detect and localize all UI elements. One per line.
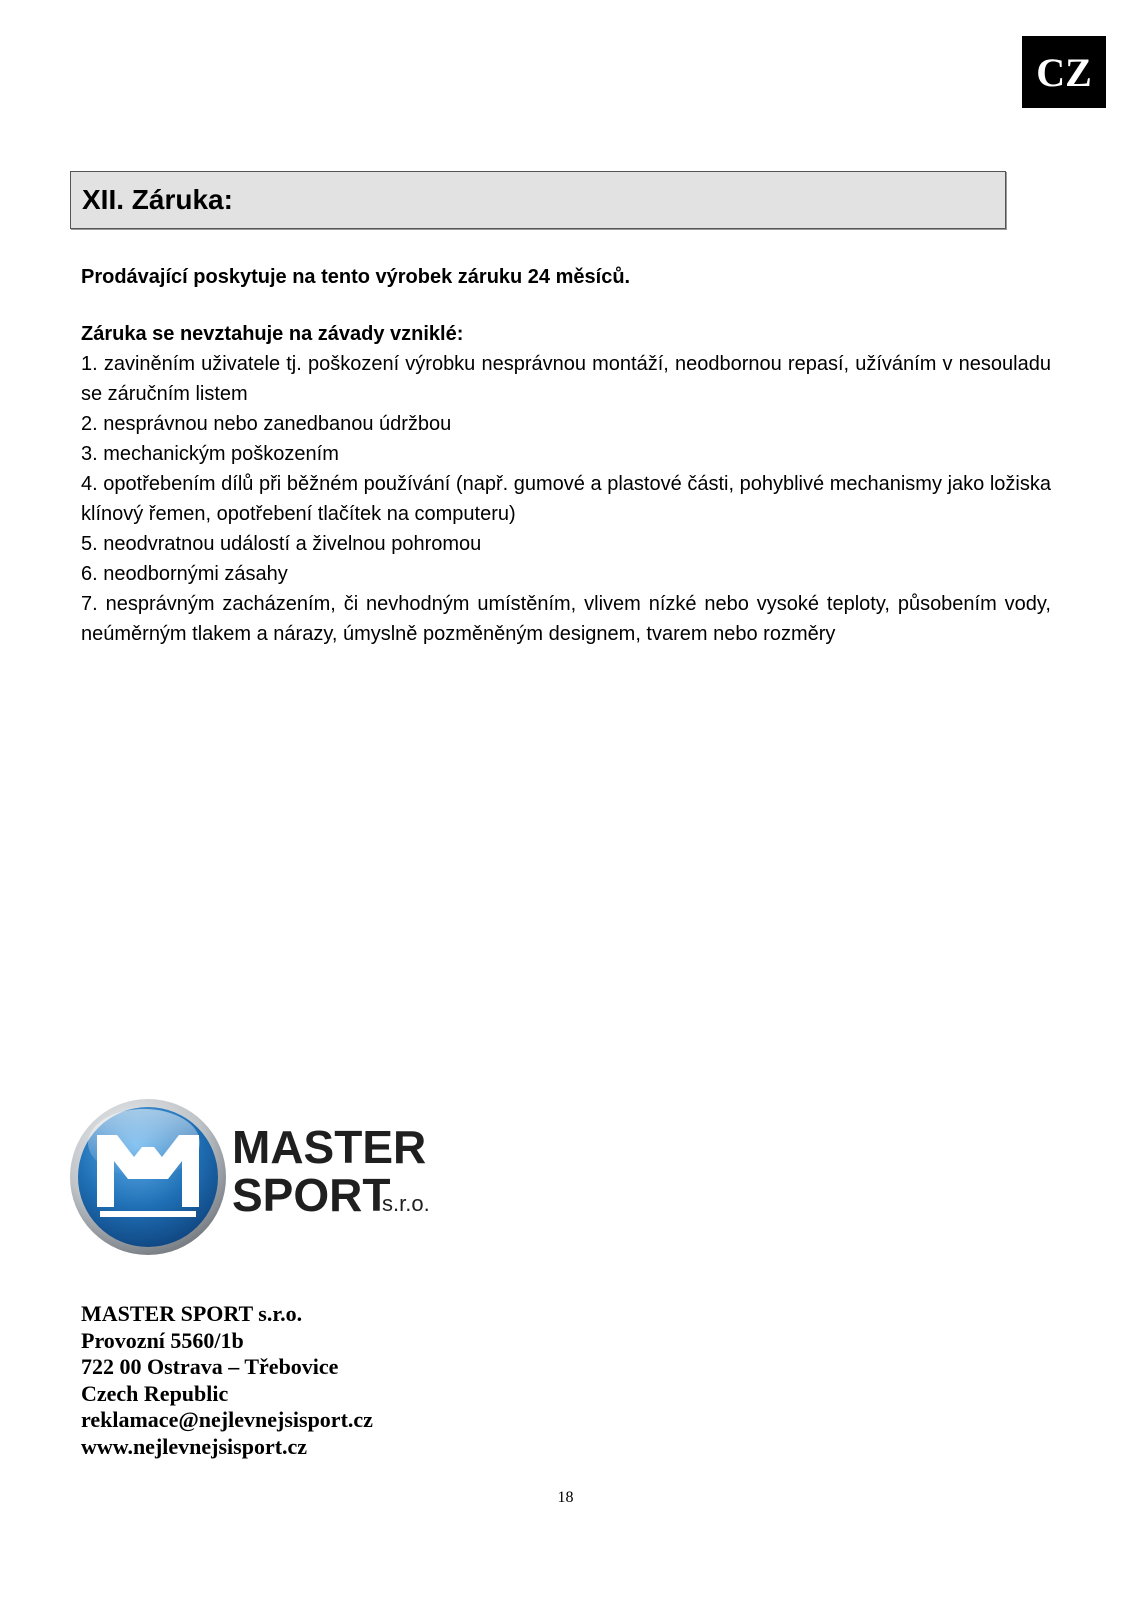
- logo-word-master: MASTER: [232, 1121, 427, 1173]
- address-street: Provozní 5560/1b: [81, 1327, 244, 1353]
- logo-word-sport: SPORT: [232, 1169, 391, 1221]
- warranty-content: [81, 262, 1051, 649]
- exclusion-item-7: 7. nesprávným zacházením, či nevhodným umístěním, vlivem nízké nebo vysoké teploty, působením vody, neúměrným tlakem a nárazy, úmyslně pozměněným designem, tvarem nebo rozměry: [81, 593, 1051, 645]
- master-sport-logo: [70, 1095, 440, 1261]
- address-city: 722 00 Ostrava – Třebovice: [81, 1354, 339, 1379]
- company-address: [81, 1301, 373, 1460]
- language-badge: CZ: [1022, 36, 1106, 108]
- exclusion-item-6: 6. neodbornými zásahy: [81, 563, 288, 585]
- exclusion-item-5: 5. neodvratnou událostí a živelnou pohromou: [81, 533, 482, 555]
- exclusion-item-4: 4. opotřebením dílů při běžném používání (např. gumové a plastové části, pohyblivé mechanismy jako ložiska klínový řemen, opotřebení tlačítek na computeru): [81, 473, 1051, 525]
- section-header: [70, 171, 1006, 229]
- warranty-intro: Prodávající poskytuje na tento výrobek záruku 24 měsíců.: [81, 266, 631, 288]
- page-number: 18: [557, 1489, 574, 1506]
- logo-suffix: s.r.o.: [382, 1191, 430, 1216]
- section-title: XII. Záruka:: [82, 184, 233, 215]
- exclusions-heading: Záruka se nevztahuje na závady vzniklé:: [81, 323, 464, 345]
- exclusion-item-1: 1. zaviněním uživatele tj. poškození výrobku nesprávnou montáží, neodbornou repasí, užíváním v nesouladu se záručním listem: [81, 353, 1051, 405]
- company-name: MASTER SPORT s.r.o.: [81, 1301, 303, 1326]
- website-url: www.nejlevnejsisport.cz: [81, 1433, 308, 1459]
- exclusion-item-3: 3. mechanickým poškozením: [81, 443, 339, 465]
- contact-email: reklamace@nejlevnejsisport.cz: [81, 1407, 373, 1432]
- logo-emblem: [70, 1099, 226, 1255]
- address-country: Czech Republic: [81, 1380, 229, 1406]
- exclusion-item-2: 2. nesprávnou nebo zanedbanou údržbou: [81, 413, 452, 435]
